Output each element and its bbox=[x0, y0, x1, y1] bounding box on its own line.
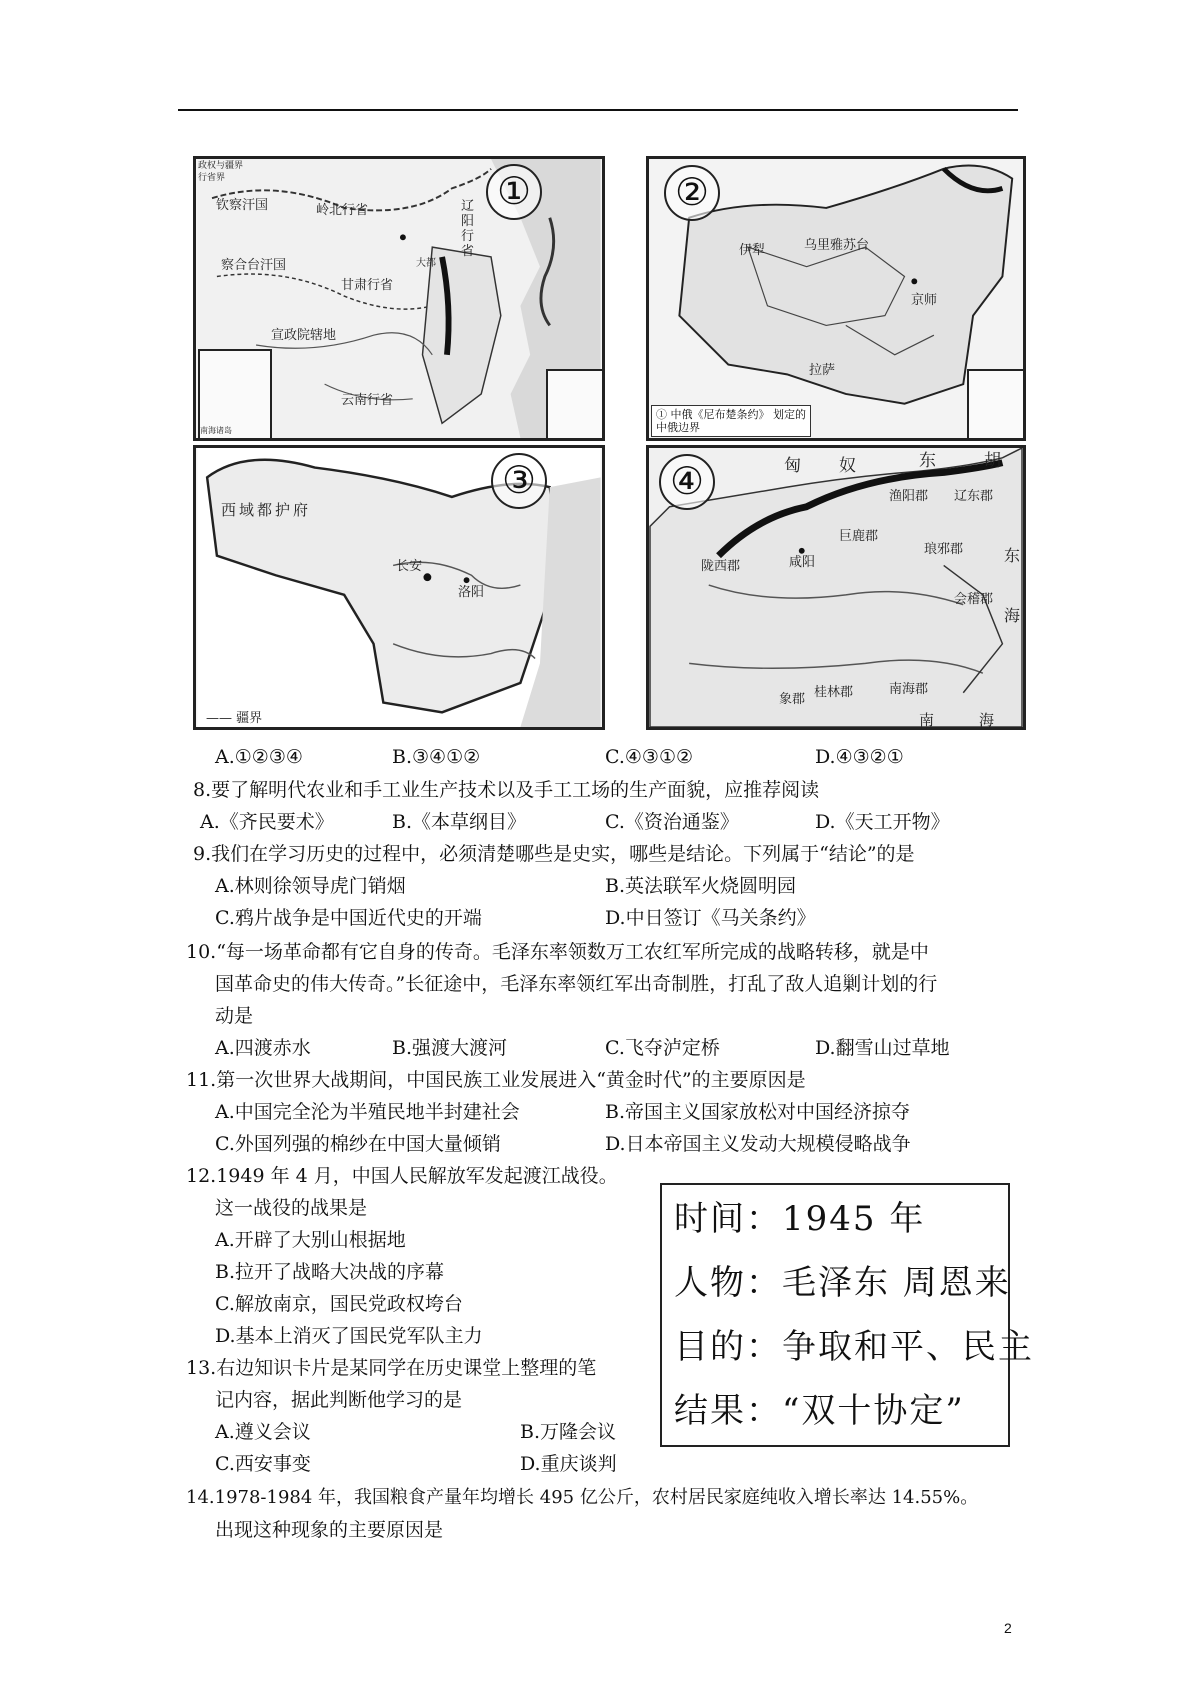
map-4-label: 陇西郡 bbox=[701, 559, 741, 574]
map-3-label: 西域都护府 bbox=[221, 501, 312, 519]
map-1-label: 云南行省 bbox=[341, 393, 394, 408]
map-1-label: 岭北行省 bbox=[316, 203, 369, 218]
page-number: 2 bbox=[1004, 1620, 1012, 1636]
q10-option-c: C.飞夺泸定桥 bbox=[605, 1037, 720, 1059]
q12-option-d: D.基本上消灭了国民党军队主力 bbox=[215, 1325, 483, 1347]
q7-option-a: A.①②③④ bbox=[215, 746, 303, 768]
q8-option-c: C.《资治通鉴》 bbox=[605, 811, 739, 833]
q10-option-b: B.强渡大渡河 bbox=[392, 1037, 508, 1059]
map-1-number: ① bbox=[486, 164, 542, 220]
q13-option-c: C.西安事变 bbox=[215, 1453, 311, 1475]
map-4-label: 渔阳郡 bbox=[889, 489, 929, 504]
q7-option-b: B.③④①② bbox=[392, 746, 481, 768]
header-rule bbox=[178, 109, 1018, 111]
map-4-label: 咸阳 bbox=[789, 555, 816, 570]
knowledge-card bbox=[660, 1183, 1034, 1447]
map-4-label: 琅邪郡 bbox=[924, 542, 964, 557]
q11-stem: 11.第一次世界大战期间，中国民族工业发展进入“黄金时代”的主要原因是 bbox=[186, 1069, 806, 1091]
map-1 bbox=[193, 156, 605, 441]
q12-option-a: A.开辟了大别山根据地 bbox=[215, 1229, 406, 1251]
q13-stem-line-1: 13.右边知识卡片是某同学在历史课堂上整理的笔 bbox=[186, 1357, 597, 1379]
q9-option-a: A.林则徐领导虎门销烟 bbox=[215, 875, 406, 897]
q11-option-b: B.帝国主义国家放松对中国经济掠夺 bbox=[605, 1101, 911, 1123]
map-4-number: ④ bbox=[659, 454, 715, 510]
card-line-purpose: 目的：争取和平、民主 bbox=[674, 1327, 1034, 1367]
q7-option-c: C.④③①② bbox=[605, 746, 694, 768]
q13-stem-line-2: 记内容，据此判断他学习的是 bbox=[215, 1389, 463, 1411]
map-1-label: 钦察汗国 bbox=[216, 198, 269, 213]
q10-stem-line-1: 10.“每一场革命都有它自身的传奇。毛泽东率领数万工农红军所完成的战略转移，就是中 bbox=[186, 941, 929, 963]
map-2-note: ① 中俄《尼布楚条约》 划定的中俄边界 bbox=[651, 405, 811, 437]
map-2-inset bbox=[967, 369, 1026, 441]
q12-option-b: B.拉开了战略大决战的序幕 bbox=[215, 1261, 445, 1283]
map-1-label: 辽阳行省 bbox=[461, 199, 475, 259]
map-1-inset-right bbox=[546, 369, 605, 441]
map-1-inset-caption: 南海诸岛 bbox=[200, 426, 232, 435]
map-1-label: 宣政院辖地 bbox=[271, 328, 337, 343]
map-4-label: 南 bbox=[919, 711, 935, 729]
map-4-label: 象郡 bbox=[779, 692, 806, 707]
q10-stem-line-3: 动是 bbox=[215, 1005, 254, 1027]
map-3-label: 洛阳 bbox=[458, 585, 485, 600]
map-3 bbox=[193, 445, 605, 730]
q14-stem-line-2: 出现这种现象的主要原因是 bbox=[215, 1519, 444, 1541]
q11-option-d: D.日本帝国主义发动大规模侵略战争 bbox=[605, 1133, 911, 1155]
map-2-label: 乌里雅苏台 bbox=[804, 238, 870, 253]
map-1-legend-2: 行省界 bbox=[198, 173, 226, 183]
card-line-people: 人物：毛泽东 周恩来 bbox=[674, 1263, 1011, 1303]
q13-option-b: B.万隆会议 bbox=[520, 1421, 617, 1443]
map-4-label: 巨鹿郡 bbox=[839, 529, 879, 544]
q10-option-a: A.四渡赤水 bbox=[215, 1037, 311, 1059]
map-4 bbox=[646, 445, 1026, 730]
map-2-number: ② bbox=[664, 165, 720, 221]
q13-option-a: A.遵义会议 bbox=[215, 1421, 311, 1443]
q8-option-b: B.《本草纲目》 bbox=[392, 811, 527, 833]
card-line-time: 时间：1945 年 bbox=[674, 1199, 926, 1239]
q8-stem: 8.要了解明代农业和手工业生产技术以及手工工场的生产面貌，应推荐阅读 bbox=[193, 779, 820, 801]
card-line-result: 结果：“双十协定” bbox=[674, 1391, 965, 1431]
q10-stem-line-2: 国革命史的伟大传奇。”长征途中，毛泽东率领红军出奇制胜，打乱了敌人追剿计划的行 bbox=[215, 973, 938, 995]
q12-stem-line-2: 这一战役的战果是 bbox=[215, 1197, 368, 1219]
map-1-label: 大都 bbox=[416, 258, 436, 269]
q11-option-c: C.外国列强的棉纱在中国大量倾销 bbox=[215, 1133, 501, 1155]
map-4-label: 东 bbox=[1004, 546, 1021, 565]
map-4-label: 辽东郡 bbox=[954, 489, 994, 504]
q13-option-d: D.重庆谈判 bbox=[520, 1453, 617, 1475]
q9-option-b: B.英法联军火烧圆明园 bbox=[605, 875, 797, 897]
map-1-label: 察合台汗国 bbox=[221, 258, 287, 273]
map-4-label: 海 bbox=[979, 711, 995, 729]
q9-stem: 9.我们在学习历史的过程中，必须清楚哪些是史实，哪些是结论。下列属于“结论”的是 bbox=[193, 843, 915, 865]
map-4-label: 会稽郡 bbox=[954, 592, 994, 607]
q10-option-d: D.翻雪山过草地 bbox=[815, 1037, 950, 1059]
q14-stem-line-1: 14.1978-1984 年，我国粮食产量年均增长 495 亿公斤，农村居民家庭纯收入增长率达 14.55%。 bbox=[186, 1487, 979, 1508]
q8-option-d: D.《天工开物》 bbox=[815, 811, 950, 833]
q12-option-c: C.解放南京，国民党政权垮台 bbox=[215, 1293, 463, 1315]
map-2-label: 伊犁 bbox=[739, 243, 766, 258]
map-3-legend: —— 疆界 bbox=[206, 711, 263, 726]
q7-option-d: D.④③②① bbox=[815, 746, 904, 768]
map-1-label: 甘肃行省 bbox=[341, 278, 394, 293]
map-4-label: 桂林郡 bbox=[814, 685, 854, 700]
map-1-legend-1: 政权与疆界 bbox=[198, 161, 244, 171]
map-4-label: 南海郡 bbox=[889, 682, 929, 697]
map-4-label: 海 bbox=[1004, 606, 1021, 625]
q9-option-c: C.鸦片战争是中国近代史的开端 bbox=[215, 907, 482, 929]
map-4-label: 胡 bbox=[984, 451, 1001, 471]
map-2 bbox=[646, 156, 1026, 441]
map-4-label: 匈 bbox=[784, 456, 801, 476]
q11-option-a: A.中国完全沦为半殖民地半封建社会 bbox=[215, 1101, 520, 1123]
map-4-label: 东 bbox=[919, 451, 936, 471]
map-2-label: 京师 bbox=[911, 293, 938, 308]
map-2-label: 拉萨 bbox=[809, 363, 836, 378]
q8-option-a: A.《齐民要术》 bbox=[200, 811, 334, 833]
map-3-label: 长安 bbox=[396, 559, 423, 574]
map-4-label: 奴 bbox=[839, 456, 856, 476]
map-3-legend-text: 疆界 bbox=[236, 711, 263, 726]
q12-stem-line-1: 12.1949 年 4 月，中国人民解放军发起渡江战役。 bbox=[186, 1165, 618, 1187]
q9-option-d: D.中日签订《马关条约》 bbox=[605, 907, 816, 929]
map-3-number: ③ bbox=[491, 453, 547, 509]
